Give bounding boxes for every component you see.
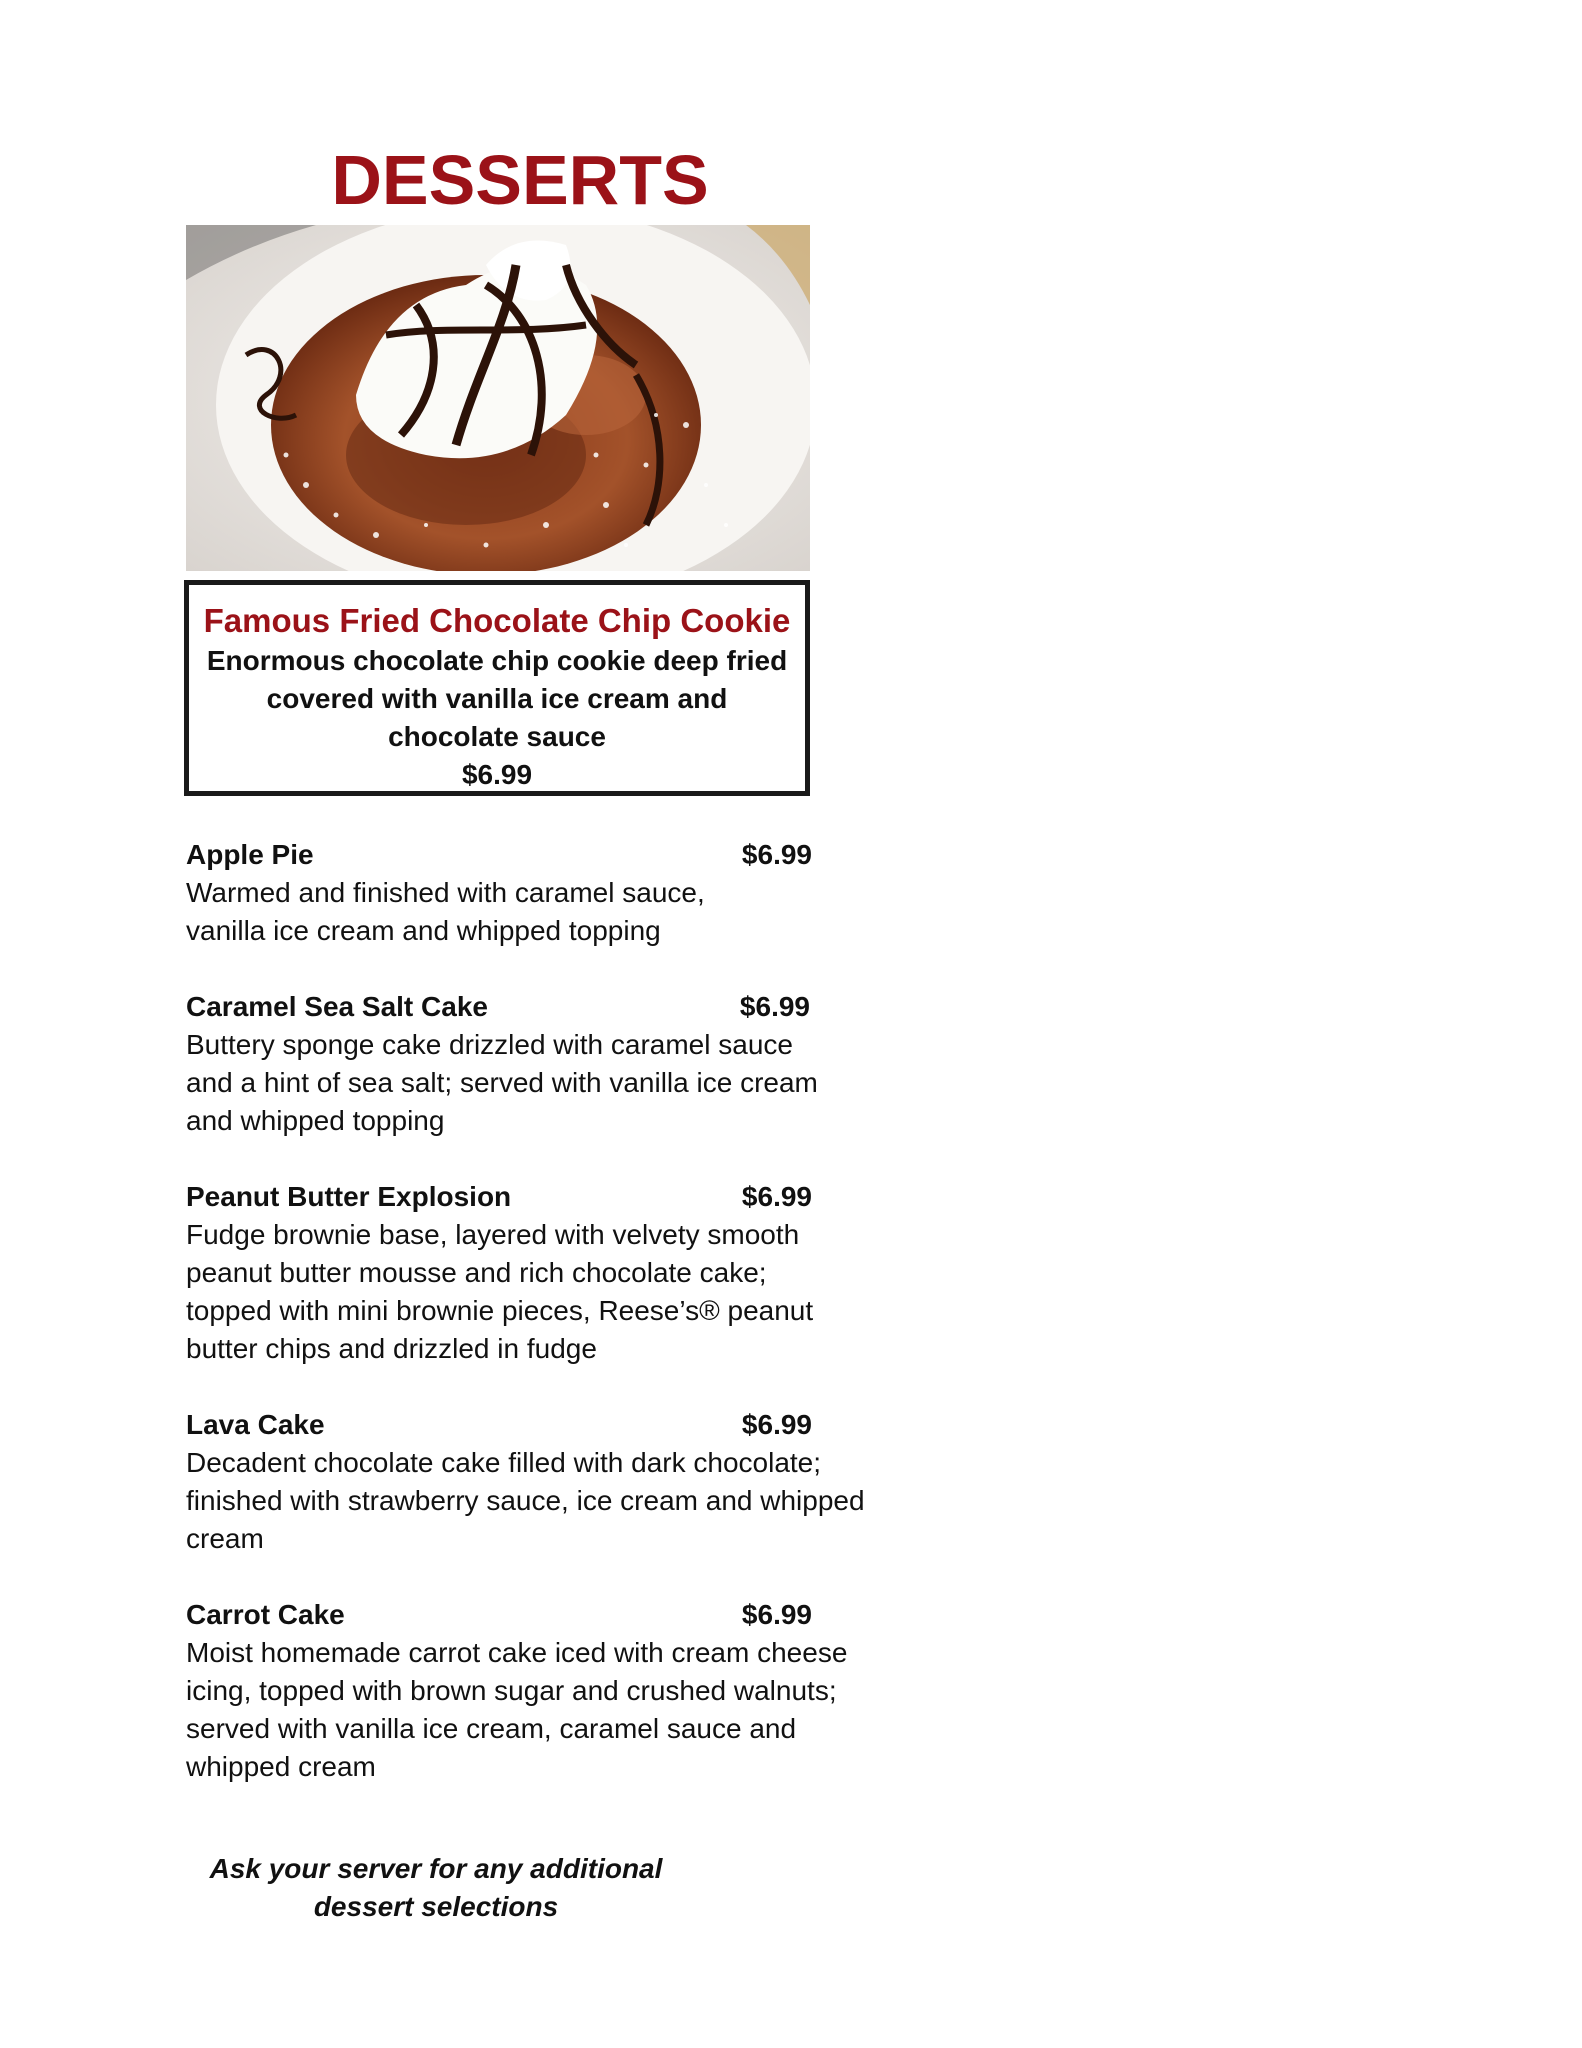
- dessert-item-name: Lava Cake: [186, 1409, 325, 1440]
- dessert-item-description: Moist homemade carrot cake iced with cream cheese icing, topped with brown sugar and crushed walnuts; served with vanilla ice cream, caramel sauce and whipped cream: [186, 1637, 848, 1782]
- featured-dessert-name: Famous Fried Chocolate Chip Cookie: [203, 602, 791, 639]
- dessert-item-description: Fudge brownie base, layered with velvety smooth peanut butter mousse and rich chocolate cake; topped with mini brownie pieces, Reese’s® peanut butter chips and drizzled in fudge: [186, 1219, 814, 1364]
- dessert-item-lava-cake: [186, 1406, 886, 1558]
- dessert-item-name: Caramel Sea Salt Cake: [186, 991, 488, 1022]
- dessert-item-header: [186, 1406, 812, 1444]
- dessert-item-header: [186, 836, 812, 874]
- dessert-item-apple-pie: [186, 836, 886, 950]
- dessert-item-name: Peanut Butter Explosion: [186, 1181, 512, 1212]
- dessert-list: [186, 836, 886, 1824]
- dessert-item-name: Apple Pie: [186, 839, 314, 870]
- dessert-item-name: Carrot Cake: [186, 1599, 345, 1630]
- featured-dessert-description: Enormous chocolate chip cookie deep fried covered with vanilla ice cream and chocolate sauce: [206, 645, 788, 752]
- featured-dessert-photo: [186, 225, 810, 571]
- dessert-item-price: $6.99: [741, 1181, 812, 1212]
- dessert-item-price: $6.99: [739, 991, 810, 1022]
- dessert-item-caramel-sea-salt-cake: [186, 988, 886, 1140]
- featured-dessert-box: [184, 580, 810, 796]
- dessert-item-header: [186, 988, 810, 1026]
- dessert-item-price: $6.99: [741, 1409, 812, 1440]
- dessert-item-description: Warmed and finished with caramel sauce, vanilla ice cream and whipped topping: [186, 877, 705, 946]
- dessert-item-description: Buttery sponge cake drizzled with caramel sauce and a hint of sea salt; served with vanilla ice cream and whipped topping: [186, 1029, 818, 1136]
- featured-dessert-price: $6.99: [461, 759, 533, 790]
- dessert-item-header: [186, 1178, 812, 1216]
- dessert-item-price: $6.99: [741, 839, 812, 870]
- page-title: DESSERTS: [331, 140, 709, 219]
- dessert-item-header: [186, 1596, 812, 1634]
- server-note: [186, 1850, 812, 1926]
- dessert-item-peanut-butter-explosion: [186, 1178, 886, 1368]
- dessert-item-carrot-cake: [186, 1596, 886, 1786]
- dessert-item-description: Decadent chocolate cake filled with dark chocolate; finished with strawberry sauce, ice cream and whipped cream: [186, 1447, 865, 1554]
- server-note-text: Ask your server for any additional dessert selections: [209, 1853, 663, 1922]
- dessert-item-price: $6.99: [741, 1599, 812, 1630]
